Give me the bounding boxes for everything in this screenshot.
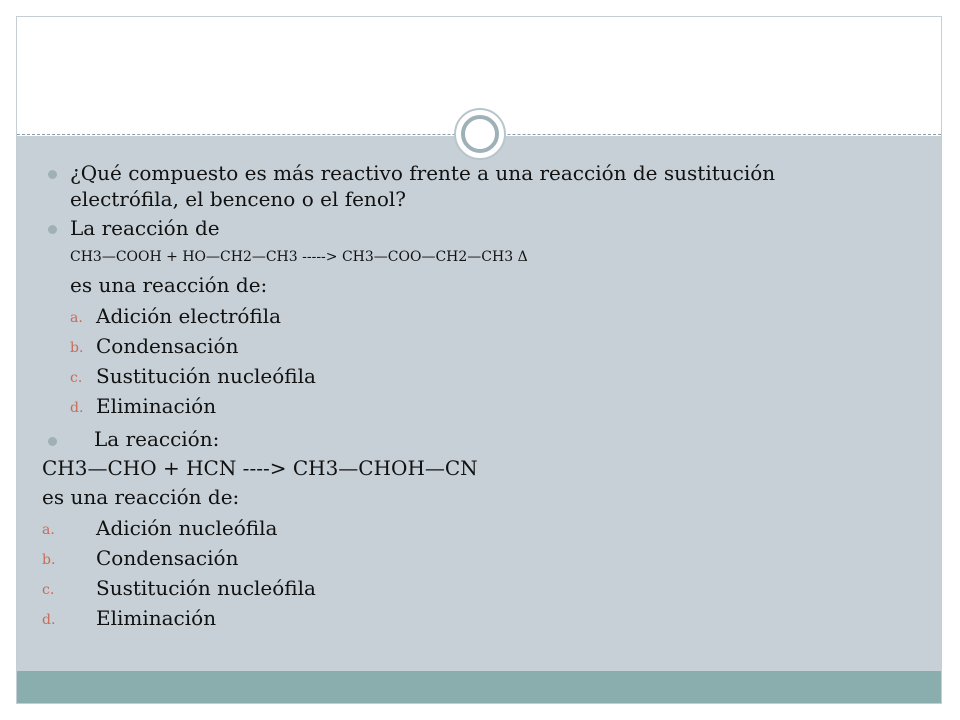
option-marker: c. xyxy=(42,582,55,598)
option-marker: a. xyxy=(70,310,83,326)
option-marker: d. xyxy=(42,612,56,628)
question-2-option-a: Adición electrófila xyxy=(96,304,282,328)
question-3-prompt: es una reacción de: xyxy=(42,485,240,509)
question-3-option-a: Adición nucleófila xyxy=(96,516,278,540)
question-2-option-b: Condensación xyxy=(96,334,239,358)
question-1-line-1: ¿Qué compuesto es más reactivo frente a una reacción de sustitución xyxy=(70,161,776,185)
question-2-equation: CH3—COOH + HO—CH2—CH3 -----> CH3—COO—CH2—CH3 Δ xyxy=(70,249,528,265)
question-2-option-c: Sustitución nucleófila xyxy=(96,364,316,388)
bullet-icon xyxy=(48,437,57,446)
option-marker: b. xyxy=(42,552,56,568)
footer-band xyxy=(17,671,941,703)
option-marker: d. xyxy=(70,400,84,416)
question-3-option-b: Condensación xyxy=(96,546,239,570)
question-3-intro: La reacción: xyxy=(94,427,220,451)
bullet-icon xyxy=(48,225,57,234)
question-3-equation: CH3—CHO + HCN ----> CH3—CHOH—CN xyxy=(42,456,478,480)
question-1-line-2: electrófila, el benceno o el fenol? xyxy=(70,187,406,211)
question-2-option-d: Eliminación xyxy=(96,394,217,418)
question-2-prompt: es una reacción de: xyxy=(70,273,268,297)
option-marker: c. xyxy=(70,370,83,386)
option-marker: b. xyxy=(70,340,84,356)
question-2-intro: La reacción de xyxy=(70,216,220,240)
bullet-icon xyxy=(48,170,57,179)
question-3-option-c: Sustitución nucleófila xyxy=(96,576,316,600)
circle-ornament-ring xyxy=(461,115,499,153)
option-marker: a. xyxy=(42,522,55,538)
question-3-option-d: Eliminación xyxy=(96,606,217,630)
